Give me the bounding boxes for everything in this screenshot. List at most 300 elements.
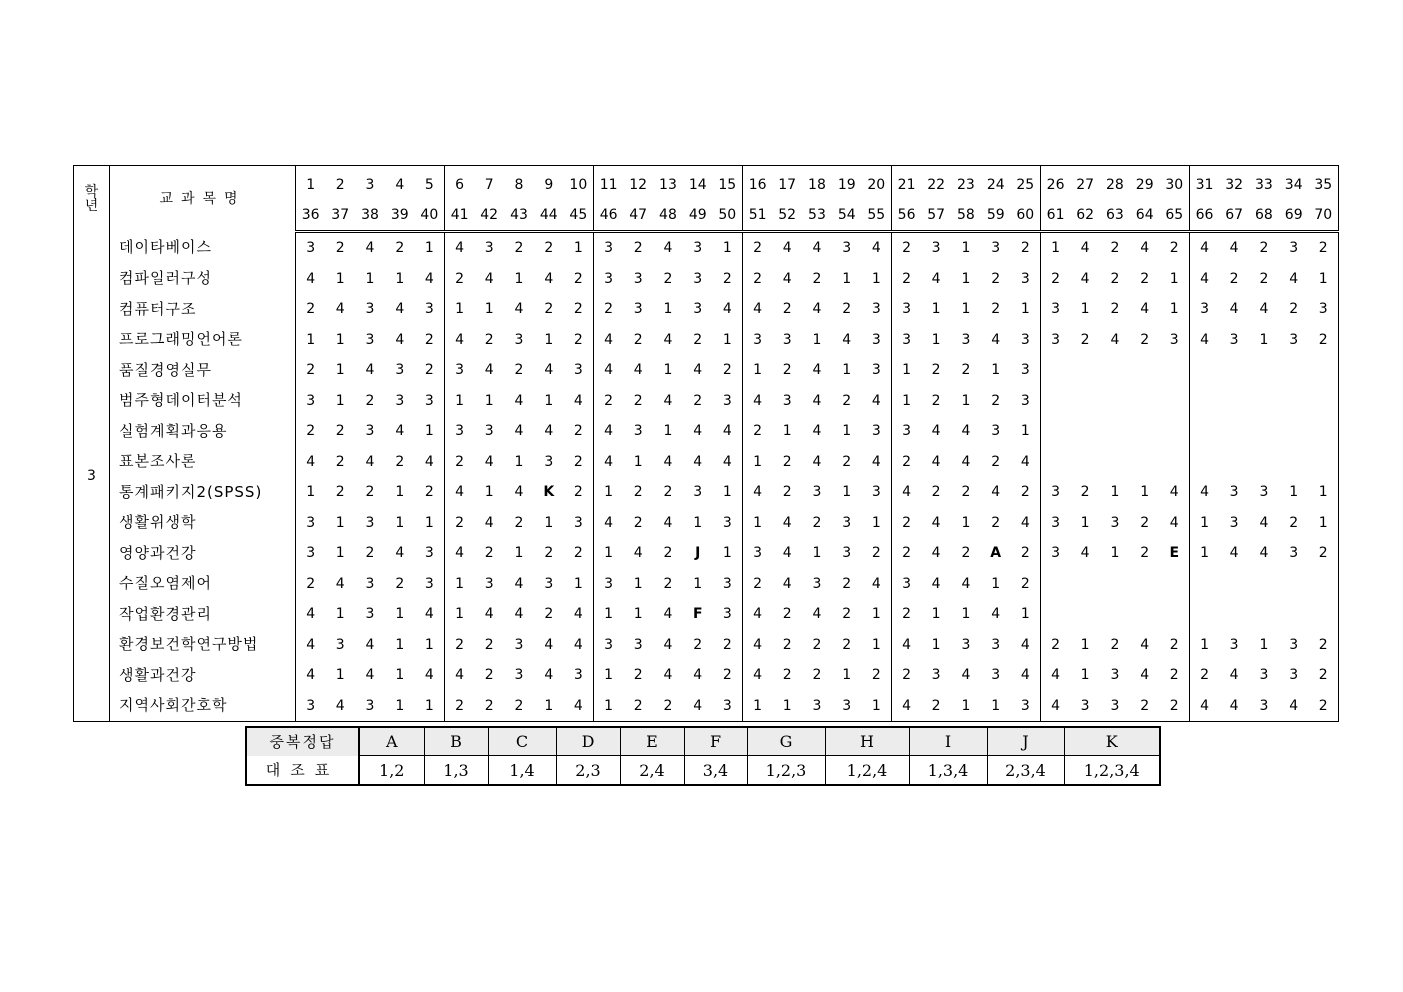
answer-cell: 1 [812,545,822,562]
answer-cell: 2 [902,453,912,470]
answer-cell: 3 [365,606,375,623]
answer-cell: 1 [335,545,345,562]
answer-cell: 3 [1051,331,1061,348]
answer-cell: 4 [1140,301,1150,318]
answer-cell: 2 [544,301,554,318]
answer-cell: 3 [1160,325,1190,356]
answer-cell: 3 [484,575,494,592]
answer-cell: 2 [1160,232,1190,264]
answer-cell: 1 [306,484,316,501]
answer-cell: 4 [1259,514,1269,531]
answer-cell: 2 [902,514,912,531]
answer-cell: 4 [753,484,763,501]
answer-cell: 1 [1200,636,1210,653]
answer-cell: 1 [1080,667,1090,684]
question-number: 42 [474,200,504,232]
answer-cell: 2 [842,453,852,470]
answer-cell: 4 [484,453,494,470]
answer-cell: 2 [514,240,524,257]
answer-cell: 1 [902,392,912,409]
answer-cell: 2 [812,667,822,684]
answer-cell: 2 [1309,538,1339,569]
answer-cell: 4 [812,392,822,409]
question-number: 31 [1195,177,1214,193]
answer-cell: 4 [484,270,494,287]
answer-cell: 4 [1160,477,1190,508]
answer-cell: 2 [365,484,375,501]
answer-cell: 4 [663,453,673,470]
answer-cell: 3 [306,514,316,531]
answer-cell [1070,355,1100,386]
answer-cell: 4 [365,240,375,257]
answer-cell: 3 [604,240,614,257]
question-number: 46 [593,200,623,232]
answer-cell [1040,447,1070,478]
answer-cell: 3 [564,660,594,691]
answer-cell: 2 [335,453,345,470]
answer-cell: 4 [931,575,941,592]
subject-name: 표본조사론 [110,447,296,478]
answer-cell: 4 [1140,636,1150,653]
answer-cell: 3 [1289,331,1299,348]
question-number: 49 [683,200,713,232]
answer-key-value: 2,3 [556,756,620,786]
subject-name: 지역사회간호학 [110,691,296,722]
answer-cell: 4 [1289,697,1299,714]
answer-cell: 2 [693,392,703,409]
answer-cell [1160,386,1190,417]
answer-cell [1309,386,1339,417]
answer-cell: 2 [663,270,673,287]
question-number: 32 [1225,177,1244,193]
answer-cell: 2 [395,453,405,470]
answer-cell: 1 [395,606,405,623]
answer-cell: 4 [1229,240,1239,257]
answer-cell: 4 [1229,667,1239,684]
answer-cell: 2 [1160,630,1190,661]
answer-cell: 3 [365,423,375,440]
answer-cell: 4 [1110,331,1120,348]
answer-cell: 4 [693,453,703,470]
answer-cell: 3 [862,294,892,325]
answer-cell: 2 [713,264,743,295]
answer-cell: 1 [335,362,345,379]
answer-cell: 1 [961,240,971,257]
answer-cell: 3 [544,575,554,592]
answer-cell: 2 [1140,331,1150,348]
answer-cell: 3 [1110,667,1120,684]
answer-cell [1279,447,1309,478]
answer-cell: 1 [415,508,445,539]
answer-cell [1249,355,1279,386]
question-number: 68 [1249,200,1279,232]
answer-cell: 2 [564,264,594,295]
question-number: 30 [1160,166,1190,201]
answer-cell: 1 [633,575,643,592]
answer-cell: 3 [991,240,1001,257]
answer-cell: 2 [961,362,971,379]
answer-cell: 3 [365,514,375,531]
answer-cell: 4 [544,270,554,287]
answer-cell: 2 [693,331,703,348]
answer-cell: 4 [1011,630,1041,661]
answer-key-letter: H [825,727,909,756]
answer-cell: 3 [1080,697,1090,714]
answer-key-letter: G [747,727,825,756]
answer-cell: 1 [564,232,594,264]
answer-cell: 3 [862,355,892,386]
answer-cell: 1 [604,697,614,714]
subject-header: 교과목명 [110,166,296,232]
answer-cell: 1 [395,636,405,653]
answer-cell: 3 [1229,636,1239,653]
question-number: 16 [748,177,767,193]
answer-key-value: 1,3 [424,756,488,786]
answer-cell: 2 [842,606,852,623]
answer-cell: 4 [564,630,594,661]
answer-cell: 4 [782,575,792,592]
answer-cell: 4 [1200,331,1210,348]
answer-cell: 1 [931,636,941,653]
answer-key-value: 1,3,4 [909,756,987,786]
answer-cell: 4 [862,447,892,478]
answer-cell: 2 [842,301,852,318]
answer-cell: 4 [306,636,316,653]
answer-cell: 4 [365,667,375,684]
question-number: 35 [1309,166,1339,201]
answer-cell: 2 [1011,569,1041,600]
answer-cell: 4 [306,270,316,287]
answer-key-value: 1,2,3,4 [1064,756,1160,786]
answer-cell: 3 [484,240,494,257]
answer-cell: 2 [782,484,792,501]
answer-cell [1249,599,1279,630]
answer-key-label-1: 중복정답 [246,727,359,756]
answer-cell: 4 [1200,484,1210,501]
answer-cell: 2 [1140,514,1150,531]
answer-cell: 2 [991,392,1001,409]
question-number: 64 [1130,200,1160,232]
answer-cell: 4 [455,331,465,348]
answer-cell: 2 [633,392,643,409]
answer-cell: 4 [902,484,912,501]
answer-cell: 2 [1289,301,1299,318]
answer-cell [1279,386,1309,417]
answer-cell: 1 [604,606,614,623]
answer-cell: 1 [455,575,465,592]
answer-cell: 1 [1160,264,1190,295]
answer-cell: 4 [812,423,822,440]
answer-cell [1219,355,1249,386]
answer-cell: 2 [991,270,1001,287]
answer-cell: 1 [604,667,614,684]
answer-cell: 4 [514,301,524,318]
answer-cell: 3 [306,545,316,562]
answer-cell: 2 [753,575,763,592]
answer-cell: 1 [693,575,703,592]
answer-cell: 1 [713,325,743,356]
answer-cell: 3 [693,240,703,257]
answer-cell [1040,569,1070,600]
answer-cell: 4 [961,423,971,440]
answer-cell: 3 [395,362,405,379]
answer-cell: 2 [782,301,792,318]
answer-cell: 4 [484,606,494,623]
answer-cell: 4 [604,453,614,470]
answer-cell: 4 [514,392,524,409]
answer-cell: 2 [564,538,594,569]
question-number: 20 [862,166,892,201]
answer-cell: 1 [862,599,892,630]
answer-cell: 4 [564,599,594,630]
answer-cell: 3 [415,538,445,569]
question-number: 17 [778,177,797,193]
answer-cell: 2 [1051,270,1061,287]
answer-cell: 3 [514,636,524,653]
answer-cell: 2 [931,362,941,379]
subject-row [74,386,1339,417]
answer-cell: 2 [713,630,743,661]
answer-cell: 3 [1289,667,1299,684]
answer-cell [1189,599,1219,630]
answer-cell: 1 [842,362,852,379]
answer-cell: 3 [812,575,822,592]
question-number: 34 [1284,177,1303,193]
answer-cell: 4 [395,423,405,440]
answer-cell [1279,416,1309,447]
answer-cell: 3 [862,325,892,356]
answer-cell: 2 [812,270,822,287]
answer-cell [1279,599,1309,630]
question-number: 50 [713,200,743,232]
answer-cell: 1 [931,301,941,318]
answer-cell: 2 [484,667,494,684]
answer-cell: 2 [782,636,792,653]
answer-cell: 3 [1309,294,1339,325]
answer-cell: 3 [514,331,524,348]
answer-cell: 3 [1259,667,1269,684]
answer-cell: 1 [1200,514,1210,531]
answer-cell: 2 [931,392,941,409]
answer-cell: 1 [1080,636,1090,653]
subject-name: 컴퓨터구조 [110,294,296,325]
answer-cell: 4 [1080,545,1090,562]
answer-cell: 1 [1140,484,1150,501]
answer-cell [1130,569,1160,600]
answer-cell: 3 [961,636,971,653]
answer-cell: 2 [1140,270,1150,287]
question-number: 19 [837,177,856,193]
answer-cell: 3 [306,240,316,257]
answer-cell: 2 [455,697,465,714]
subject-row [74,447,1339,478]
question-number: 13 [659,177,677,193]
answer-cell: 2 [1309,691,1339,722]
question-number: 3 [365,177,375,193]
answer-cell: 2 [306,362,316,379]
answer-cell: 1 [961,697,971,714]
answer-cell: 1 [991,575,1001,592]
answer-cell: 1 [1160,294,1190,325]
answer-cell: 3 [395,392,405,409]
answer-cell [1100,447,1130,478]
answer-cell: 2 [1259,270,1269,287]
question-number: 40 [415,200,445,232]
answer-cell [1219,569,1249,600]
answer-cell: 2 [633,240,643,257]
answer-cell: 4 [335,301,345,318]
answer-cell: 4 [782,270,792,287]
answer-cell: 4 [415,447,445,478]
answer-cell: 4 [812,301,822,318]
answer-cell: 4 [902,697,912,714]
subject-row [74,569,1339,600]
subject-row [74,232,1339,264]
answer-cell: 4 [1259,545,1269,562]
answer-key-letter: K [1064,727,1160,756]
answer-cell [1040,599,1070,630]
answer-cell: 1 [1110,484,1120,501]
answer-key-value: 2,3,4 [987,756,1064,786]
answer-cell: 3 [991,423,1001,440]
answer-key-letter: A [359,727,424,756]
answer-cell: 1 [544,697,554,714]
question-number: 44 [534,200,564,232]
answer-cell: 4 [604,514,614,531]
answer-cell: 3 [633,636,643,653]
answer-table-header [74,166,1339,232]
answer-cell: 1 [335,606,345,623]
subject-row [74,630,1339,661]
answer-key-value: 3,4 [684,756,747,786]
question-number: 29 [1135,177,1154,193]
question-number: 56 [891,200,921,232]
answer-cell: 2 [991,453,1001,470]
answer-cell: 4 [1051,697,1061,714]
answer-cell: 4 [753,301,763,318]
question-number: 52 [772,200,802,232]
answer-cell: 1 [862,691,892,722]
answer-cell: 4 [1051,667,1061,684]
answer-cell: 3 [753,545,763,562]
answer-cell: 1 [693,514,703,531]
answer-cell: 3 [902,331,912,348]
answer-cell: 2 [455,514,465,531]
answer-cell: 4 [633,362,643,379]
answer-cell: 2 [1011,477,1041,508]
answer-cell: 3 [812,484,822,501]
answer-cell: 3 [365,697,375,714]
answer-cell [1219,599,1249,630]
answer-cell [1070,599,1100,630]
answer-cell: 2 [1229,270,1239,287]
answer-cell: 4 [544,423,554,440]
answer-cell [1070,447,1100,478]
answer-cell: 4 [484,362,494,379]
answer-cell: 3 [604,270,614,287]
question-number: 23 [957,177,975,193]
answer-cell: 2 [365,392,375,409]
answer-cell: A [990,545,1002,562]
answer-cell: 2 [862,660,892,691]
answer-cell: 2 [753,423,763,440]
answer-cell: 4 [365,453,375,470]
answer-cell: 3 [753,331,763,348]
subject-row [74,660,1339,691]
answer-cell: 1 [991,362,1001,379]
answer-cell: 1 [395,514,405,531]
question-number: 18 [808,177,826,193]
answer-cell: 2 [1110,270,1120,287]
answer-cell: 2 [544,240,554,257]
answer-cell: 2 [306,575,316,592]
answer-cell [1249,386,1279,417]
answer-cell [1130,447,1160,478]
answer-cell: 4 [514,484,524,501]
answer-cell: 4 [931,270,941,287]
answer-cell: 4 [1080,240,1090,257]
question-number: 48 [653,200,683,232]
answer-cell: 2 [455,453,465,470]
answer-cell: 2 [782,606,792,623]
answer-cell: 3 [812,697,822,714]
answer-cell: 4 [1229,697,1239,714]
answer-cell: 2 [663,484,673,501]
answer-cell: 4 [415,599,445,630]
answer-cell: 2 [902,270,912,287]
answer-cell: 4 [931,545,941,562]
answer-cell: 1 [633,453,643,470]
answer-cell: 4 [544,362,554,379]
answer-cell: 2 [484,697,494,714]
answer-cell: 4 [514,423,524,440]
answer-cell: 1 [335,331,345,348]
answer-cell: 1 [544,392,554,409]
answer-cell [1040,416,1070,447]
answer-cell: 3 [1011,325,1041,356]
answer-cell: 2 [633,331,643,348]
question-number: 39 [385,200,415,232]
answer-cell: 4 [812,453,822,470]
answer-cell: 3 [693,301,703,318]
answer-cell: 4 [604,331,614,348]
answer-cell: 1 [812,331,822,348]
answer-cell: 1 [1309,264,1339,295]
answer-cell: 2 [782,362,792,379]
question-number: 38 [355,200,385,232]
answer-cell: 4 [931,423,941,440]
answer-cell: 2 [1309,660,1339,691]
answer-cell: 3 [862,416,892,447]
answer-cell: 3 [693,270,703,287]
answer-cell: 1 [335,667,345,684]
answer-cell: 2 [1309,232,1339,264]
answer-cell: 2 [564,447,594,478]
answer-cell [1189,386,1219,417]
answer-cell: 3 [1051,514,1061,531]
question-number: 65 [1160,200,1190,232]
answer-cell: 2 [395,240,405,257]
answer-cell [1309,447,1339,478]
subject-row [74,264,1339,295]
answer-cell: 3 [1051,301,1061,318]
answer-cell: 3 [961,331,971,348]
subject-row [74,508,1339,539]
answer-cell [1070,569,1100,600]
answer-cell: 2 [633,514,643,531]
answer-cell: 4 [1140,667,1150,684]
answer-cell: 2 [514,362,524,379]
